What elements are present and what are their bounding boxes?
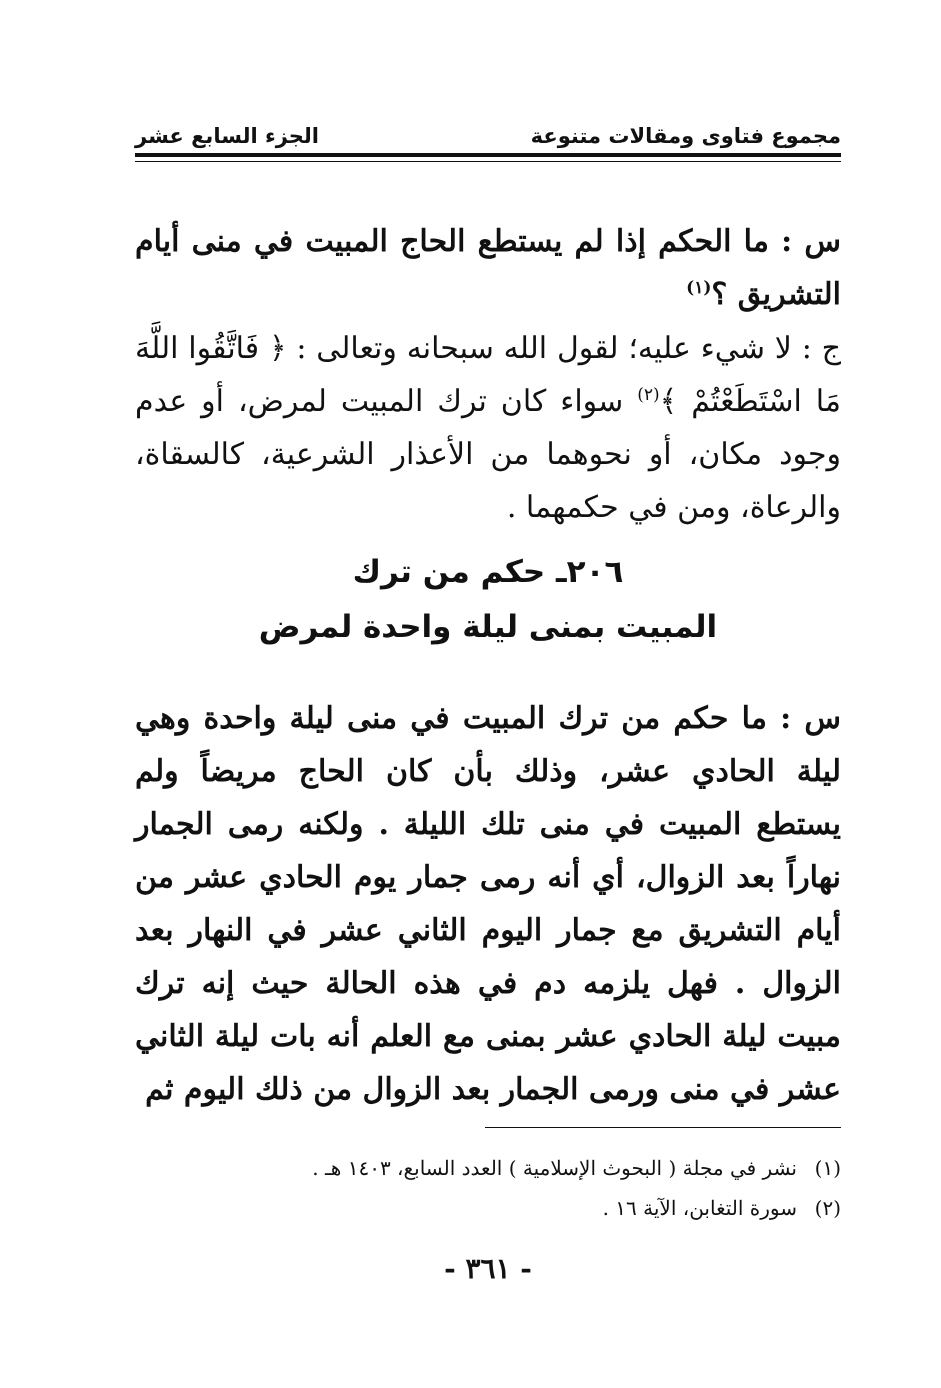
page-number: - ٣٦١ - [444,1252,532,1285]
answer-1 [135,322,841,534]
section-title [135,545,841,655]
footnote-ref-1: (١) [686,278,712,298]
footnote-item [135,1188,841,1228]
header-rule-thick [135,153,841,157]
question-1 [135,215,841,321]
footnote-ref-2: (٢) [637,385,660,405]
footnote-number: (١) [814,1156,841,1180]
footnote-text: سورة التغابن، الآية ١٦ . [602,1196,797,1220]
question-2-text: س : ما حكم من ترك المبيت في منى ليلة واحدة وهي ليلة الحادي عشر، وذلك بأن كان الحاج مريضاً ولم يستطع المبيت في منى تلك الليلة . ولكنه رمى الجمار نهاراً بعد الزوال، أي أنه رمى جمار يوم الحادي عشر من أيام التشريق مع جمار اليوم الثاني عشر في النهار بعد الزوال . فهل يلزمه دم في هذه الحالة حيث إنه ترك مبيت ليلة الحادي عشر بمنى مع العلم أنه بات ليلة الثاني عشر في منى ورمى الجمار بعد الزوال من ذلك اليوم ثم [135,701,841,1107]
section-title-line-2: المبيت بمنى ليلة واحدة لمرض [258,609,718,645]
question-2 [135,692,841,1116]
footnote-item [135,1148,841,1188]
question-1-text: س : ما الحكم إذا لم يستطع الحاج المبيت في منى أيام التشريق ؟ [135,224,841,312]
section-title-line-1: ٢٠٦ـ حكم من ترك [352,554,624,590]
book-title: مجموع فتاوى ومقالات متنوعة [530,124,841,148]
footnote-text: نشر في مجلة ( البحوث الإسلامية ) العدد السابع، ١٤٠٣ هـ . [312,1156,797,1180]
header-rule-thin [135,161,841,162]
footnote-number: (٢) [814,1196,841,1220]
volume-label: الجزء السابع عشر [135,124,319,148]
answer-1-text-after: سواء كان ترك المبيت لمرض، أو عدم وجود مكان، أو نحوهما من الأعذار الشرعية، كالسقاة، والرعاة، ومن في حكمهما . [135,384,841,525]
footnotes [135,1148,841,1228]
answer-1-text-before: ج : لا شيء عليه؛ لقول الله سبحانه وتعالى : ﴿ فَاتَّقُوا اللَّهَ مَا اسْتَطَعْتُمْ ﴾ [135,331,841,419]
running-header [135,120,841,156]
footnote-rule [485,1127,841,1128]
